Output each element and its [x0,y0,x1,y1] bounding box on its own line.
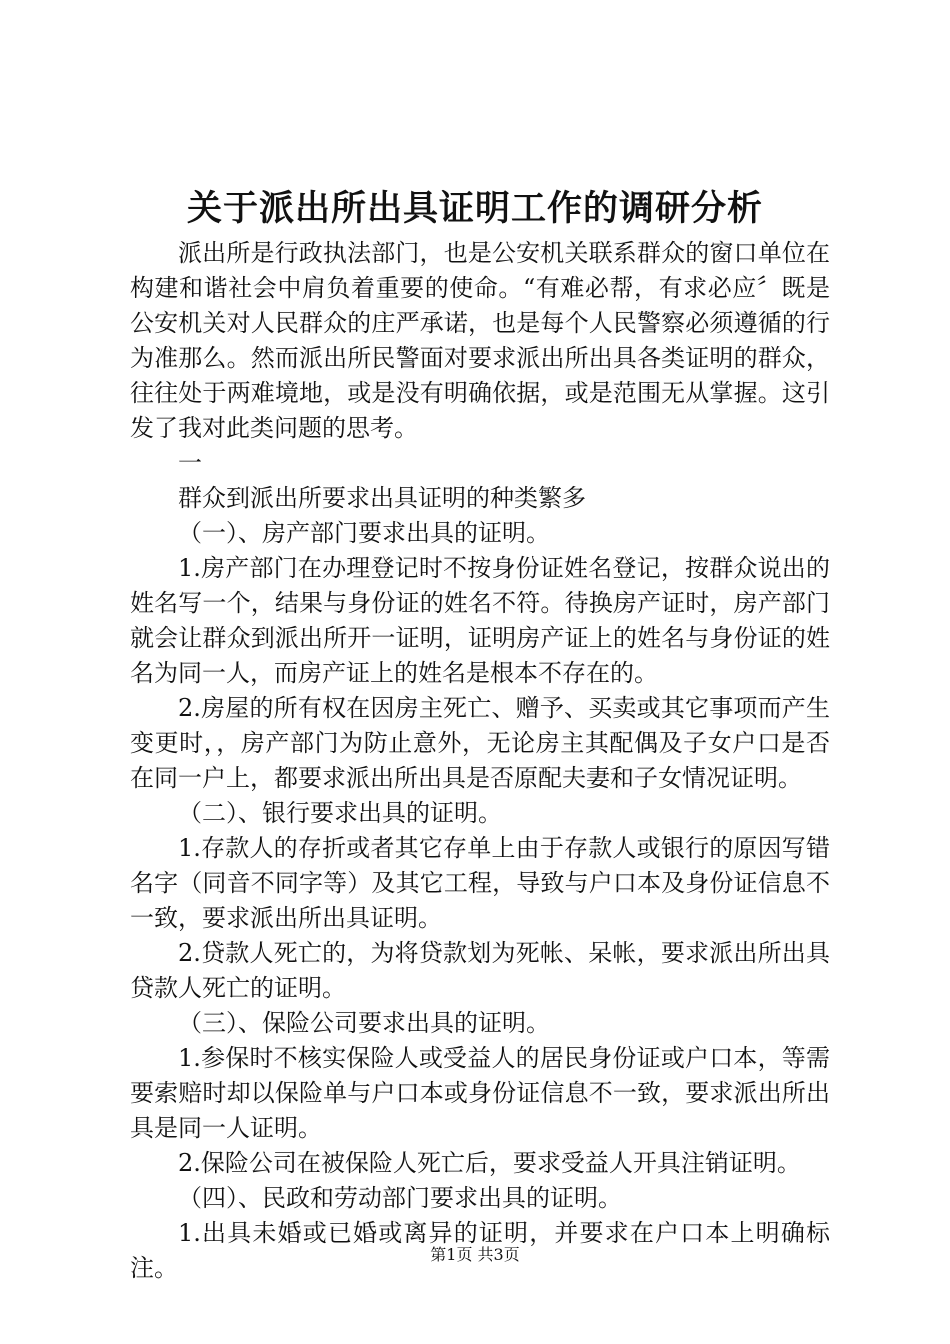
paragraph-3-2: 2.保险公司在被保险人死亡后，要求受益人开具注销证明。 [178,1149,801,1177]
document-title: 关于派出所出具证明工作的调研分析 [186,188,763,229]
page-number-footer: 第1页 共3页 [430,1245,520,1264]
subsection-heading-4: （四）、民政和劳动部门要求出具的证明。 [178,1184,622,1212]
subsection-heading-1: （一）、房产部门要求出具的证明。 [178,519,550,547]
paragraph-1-2: 2.房屋的所有权在因房主死亡、赠予、买卖或其它事项而产生变更时，，房产部门为防止意外，无论房主其配偶及子女户口是否在同一户上，都要求派出所出具是否原配夫妻和子女情况证明。 [130,694,830,792]
subsection-heading-3: （三）、保险公司要求出具的证明。 [178,1009,550,1037]
paragraph-4-1: 1.出具未婚或已婚或离异的证明，并要求在户口本上明确标注。 [130,1219,830,1282]
subsection-heading-2: （二）、银行要求出具的证明。 [178,799,502,827]
paragraph-1-1: 1.房产部门在办理登记时不按身份证姓名登记，按群众说出的姓名写一个，结果与身份证的姓名不符。待换房产证时，房产部门就会让群众到派出所开一证明，证明房产证上的姓名与身份证的姓名为同一人，而房产证上的姓名是根本不存在的。 [130,554,830,687]
section-number: 一 [178,449,202,477]
paragraph-2-2: 2.贷款人死亡的，为将贷款划为死帐、呆帐，要求派出所出具贷款人死亡的证明。 [130,939,830,1002]
paragraph-2-1: 1.存款人的存折或者其它存单上由于存款人或银行的原因写错名字（同音不同字等）及其它工程，导致与户口本及身份证信息不一致，要求派出所出具证明。 [130,834,830,932]
section-heading: 群众到派出所要求出具证明的种类繁多 [178,484,586,512]
paragraph-3-1: 1.参保时不核实保险人或受益人的居民身份证或户口本，等需要索赔时却以保险单与户口本或身份证信息不一致，要求派出所出具是同一人证明。 [130,1044,830,1142]
intro-paragraph: 派出所是行政执法部门，也是公安机关联系群众的窗口单位在构建和谐社会中肩负着重要的使命。“有难必帮，有求必应〞既是公安机关对人民群众的庄严承诺，也是每个人民警察必须遵循的行为准那么。然而派出所民警面对要求派出所出具各类证明的群众，往往处于两难境地，或是没有明确依据，或是范围无从掌握。这引发了我对此类问题的思考。 [130,239,830,442]
document-body [130,236,830,1286]
